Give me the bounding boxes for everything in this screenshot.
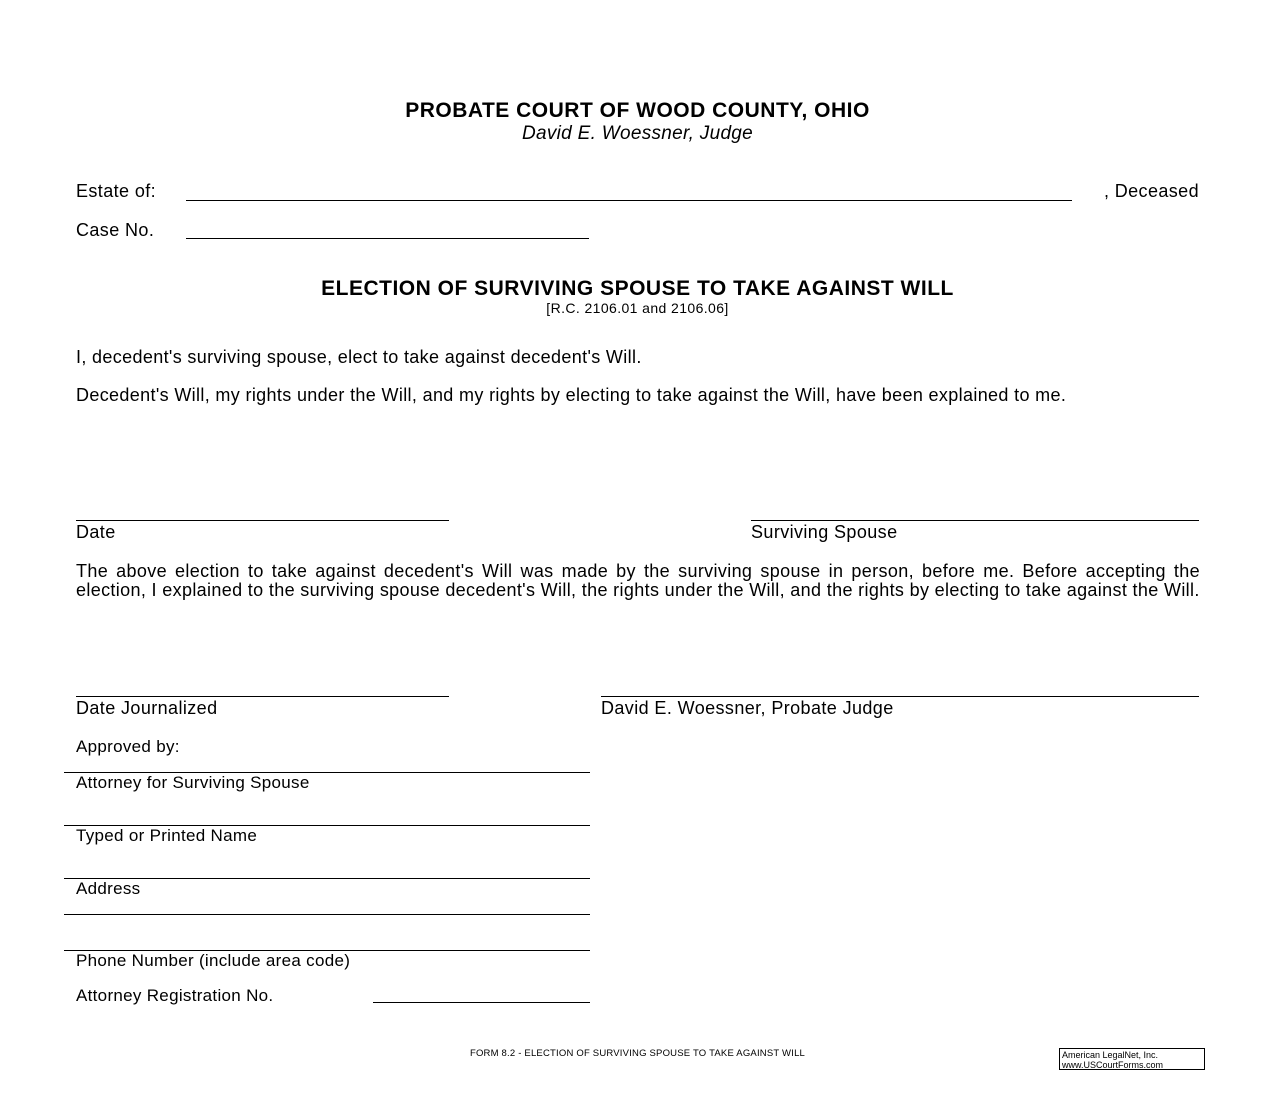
date-signature-line[interactable] [76,520,449,521]
phone-label: Phone Number (include area code) [76,951,351,970]
court-name: PROBATE COURT OF WOOD COUNTY, OHIO [405,99,870,122]
case-no-label: Case No. [76,220,155,240]
registration-field[interactable] [373,1002,590,1003]
judge-signature-line[interactable] [601,696,1199,697]
approved-by-label: Approved by: [76,737,180,756]
judge-statement: The above election to take against decedent's Will was made by the surviving spouse in person, before me. Before accepting the election, I explained to the surviving spouse decedent's Will, the rights under the Will, and the rights by electing to take against the Will. [76,561,1200,600]
publisher-url: www.USCourtForms.com [1062,1060,1164,1070]
spouse-signature-line[interactable] [751,520,1199,521]
surviving-spouse-label: Surviving Spouse [751,522,898,542]
registration-label: Attorney Registration No. [76,986,274,1005]
attorney-label: Attorney for Surviving Spouse [76,773,310,792]
estate-label: Estate of: [76,181,157,201]
address-line-2[interactable] [64,914,590,915]
election-statement: I, decedent's surviving spouse, elect to take against decedent's Will. [76,347,642,367]
address-line-1[interactable] [64,878,590,879]
case-no-field[interactable] [186,238,589,239]
publisher-badge [1059,1048,1205,1070]
judge-name: David E. Woessner, Judge [521,123,754,144]
address-label: Address [76,879,141,898]
typed-name-label: Typed or Printed Name [76,826,258,845]
date-label: Date [76,522,116,542]
form-title: ELECTION OF SURVIVING SPOUSE TO TAKE AGAINST WILL [321,277,954,300]
date-journalized-line[interactable] [76,696,449,697]
deceased-label: , Deceased [1103,181,1199,201]
publisher-name: American LegalNet, Inc. [1062,1050,1159,1060]
judge-signature-label: David E. Woessner, Probate Judge [601,698,894,718]
explanation-statement: Decedent's Will, my rights under the Will, and my rights by electing to take against the Will, have been explained to me. [76,385,1067,405]
form-footer: FORM 8.2 - ELECTION OF SURVIVING SPOUSE TO TAKE AGAINST WILL [469,1048,806,1059]
date-journalized-label: Date Journalized [76,698,218,718]
statute-reference: [R.C. 2106.01 and 2106.06] [546,300,729,316]
estate-name-field[interactable] [186,200,1072,201]
